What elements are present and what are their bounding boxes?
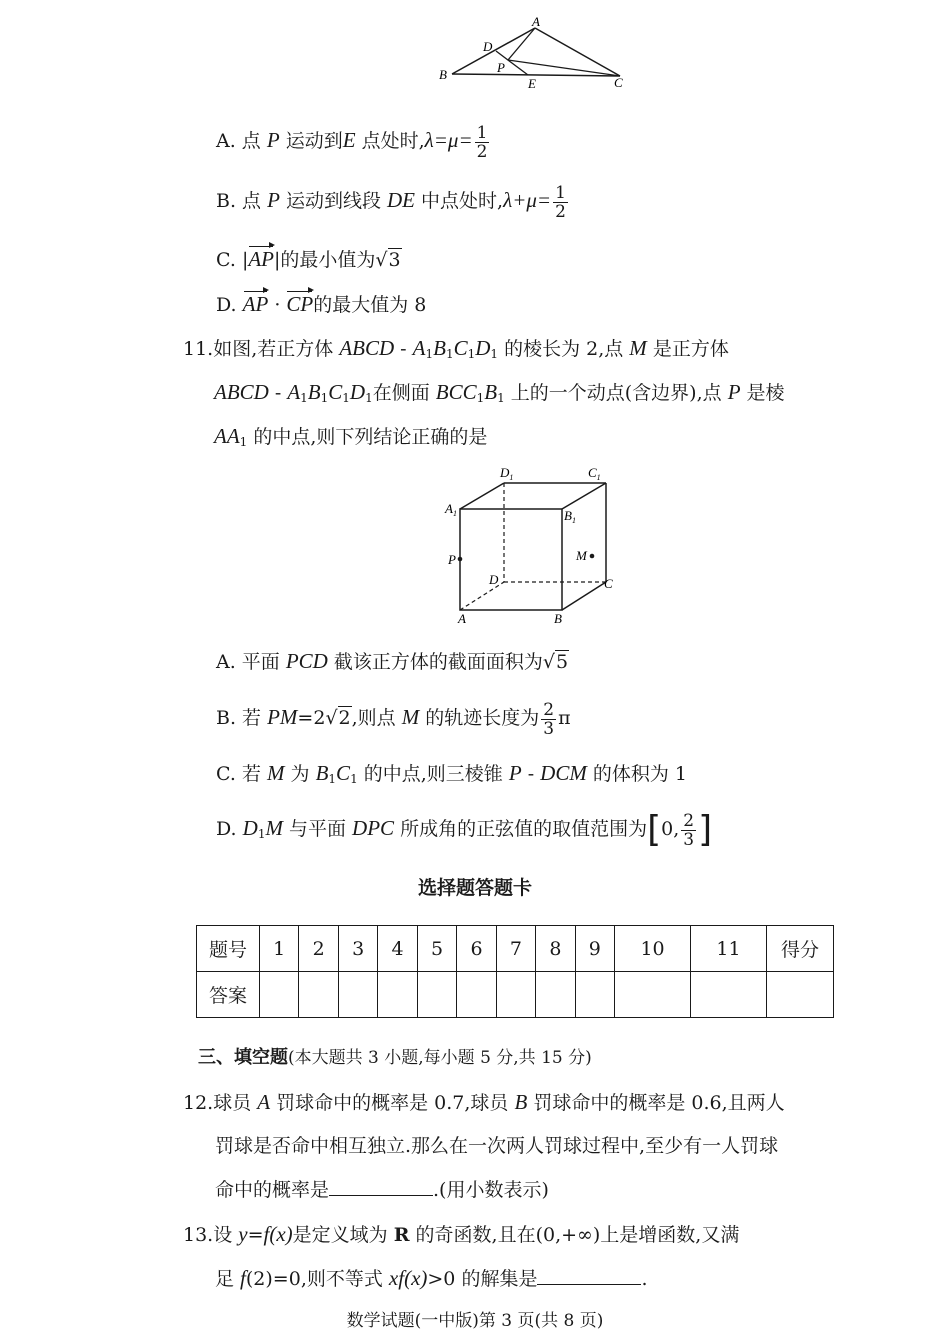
q12-line1: 12.球员 A 罚球命中的概率是 0.7,球员 B 罚球命中的概率是 0.6,且两人 — [183, 1090, 785, 1114]
label-D: D — [489, 572, 499, 587]
q12-line2: 罚球是否命中相互独立.那么在一次两人罚球过程中,至少有一人罚球 — [215, 1135, 779, 1157]
q10-option-b: B. 点 P 运动到线段 DE 中点处时,λ+μ= $\frac{1}{2}$ — [216, 182, 566, 222]
score-cell[interactable] — [767, 972, 834, 1018]
header-cell: 5 — [417, 926, 456, 972]
label-C: C — [614, 75, 623, 90]
label-A: A — [458, 611, 466, 626]
header-cell: 题号 — [197, 926, 260, 972]
answer-cell[interactable] — [338, 972, 377, 1018]
sqrt-3: √3 — [375, 249, 401, 271]
answer-card-title: 选择题答题卡 — [417, 877, 532, 899]
answer-cell[interactable] — [496, 972, 535, 1018]
label-B: B — [554, 611, 562, 626]
q10-option-a: A. 点 P 运动到E 点处时,λ=μ= $\frac{1}{2}$ — [216, 122, 488, 162]
header-cell: 3 — [338, 926, 377, 972]
q11-stem-line3: $AA_1$ 的中点,则下列结论正确的是 — [214, 424, 488, 449]
header-cell: 1 — [260, 926, 299, 972]
header-cell: 7 — [496, 926, 535, 972]
vector-AP: AP — [242, 292, 269, 316]
answer-cell[interactable] — [260, 972, 299, 1018]
answer-blank[interactable] — [329, 1177, 433, 1196]
q11-option-d: D. $D_1M$ 与平面 DPC 所成角的正弦值的取值范围为[0, $\frac{2}{3}$ ] — [216, 809, 713, 850]
header-cell: 11 — [690, 926, 766, 972]
answer-cell[interactable] — [536, 972, 575, 1018]
q11-option-a: A. 平面 PCD 截该正方体的截面面积为√5 — [216, 647, 569, 676]
label-A: A — [532, 14, 540, 29]
vector-AP: AP — [248, 247, 274, 271]
q12-line3: 命中的概率是 .(用小数表示) — [215, 1179, 549, 1201]
header-cell: 得分 — [767, 926, 834, 972]
vector-CP: CP — [286, 292, 314, 316]
label-P: P — [448, 552, 456, 567]
q10-option-d: D. AP · CP的最大值为 8 — [216, 292, 427, 316]
triangle-figure — [430, 14, 630, 94]
label-B1: $B_1$ — [564, 508, 576, 525]
label-D: D — [483, 39, 493, 54]
table-header-row — [197, 926, 834, 972]
answer-blank[interactable] — [537, 1266, 641, 1285]
header-cell: 6 — [457, 926, 496, 972]
answer-cell[interactable] — [378, 972, 417, 1018]
label-B: B — [439, 67, 447, 82]
q10-option-c: C. |AP|的最小值为√3 — [216, 245, 402, 274]
q11-option-b: B. 若 PM=2√2,则点 M 的轨迹长度为 $\frac{2}{3}$ π — [216, 699, 571, 739]
header-cell: 9 — [575, 926, 614, 972]
label-C1: $C_1$ — [588, 465, 601, 482]
answer-label-cell: 答案 — [197, 972, 260, 1018]
fraction-half: $\frac{1}{2}$ — [476, 122, 488, 162]
fraction-two-thirds: $\frac{2}{3}$ — [543, 699, 555, 739]
answer-cell[interactable] — [575, 972, 614, 1018]
answer-cell[interactable] — [615, 972, 691, 1018]
label-A1: $A_1$ — [445, 501, 457, 518]
answer-cell[interactable] — [299, 972, 338, 1018]
q11-stem-line2: ABCD - $A_1B_1C_1D_1$在侧面 $BCC_1B_1$ 上的一个动点(含边界),点 P 是棱 — [214, 380, 785, 405]
table-answer-row — [197, 972, 834, 1018]
answer-cell[interactable] — [690, 972, 766, 1018]
header-cell: 2 — [299, 926, 338, 972]
q13-line1: 13.设 y=f(x)是定义域为 R 的奇函数,且在(0,+∞)上是增函数,又满 — [183, 1222, 740, 1246]
header-cell: 8 — [536, 926, 575, 972]
label-M: M — [576, 548, 587, 563]
header-cell: 10 — [615, 926, 691, 972]
label-E: E — [528, 76, 536, 91]
label-C: C — [604, 576, 613, 591]
cube-figure — [440, 462, 620, 632]
label-D1: $D_1$ — [500, 465, 514, 482]
label-P: P — [497, 60, 505, 75]
sqrt-2: √2 — [325, 707, 351, 729]
section3-heading: 三、填空题(本大题共 3 小题,每小题 5 分,共 15 分) — [198, 1047, 592, 1068]
q11-option-c: C. 若 M 为 $B_1C_1$ 的中点,则三棱锥 P - DCM 的体积为 1 — [216, 761, 687, 786]
answer-card-table — [196, 925, 834, 1018]
sqrt-5: √5 — [542, 651, 569, 673]
answer-cell[interactable] — [457, 972, 496, 1018]
fraction-two-thirds: $\frac{2}{3}$ — [683, 810, 695, 850]
header-cell: 4 — [378, 926, 417, 972]
q11-stem-line1: 11.如图,若正方体 ABCD - $A_1B_1C_1D_1$ 的棱长为 2,点 M 是正方体 — [183, 336, 729, 361]
q13-line2: 足 f(2)=0,则不等式 xf(x)>0 的解集是 . — [215, 1266, 648, 1290]
page-footer: 数学试题(一中版)第 3 页(共 8 页) — [346, 1311, 604, 1331]
fraction-half: $\frac{1}{2}$ — [555, 182, 566, 222]
answer-cell[interactable] — [417, 972, 456, 1018]
